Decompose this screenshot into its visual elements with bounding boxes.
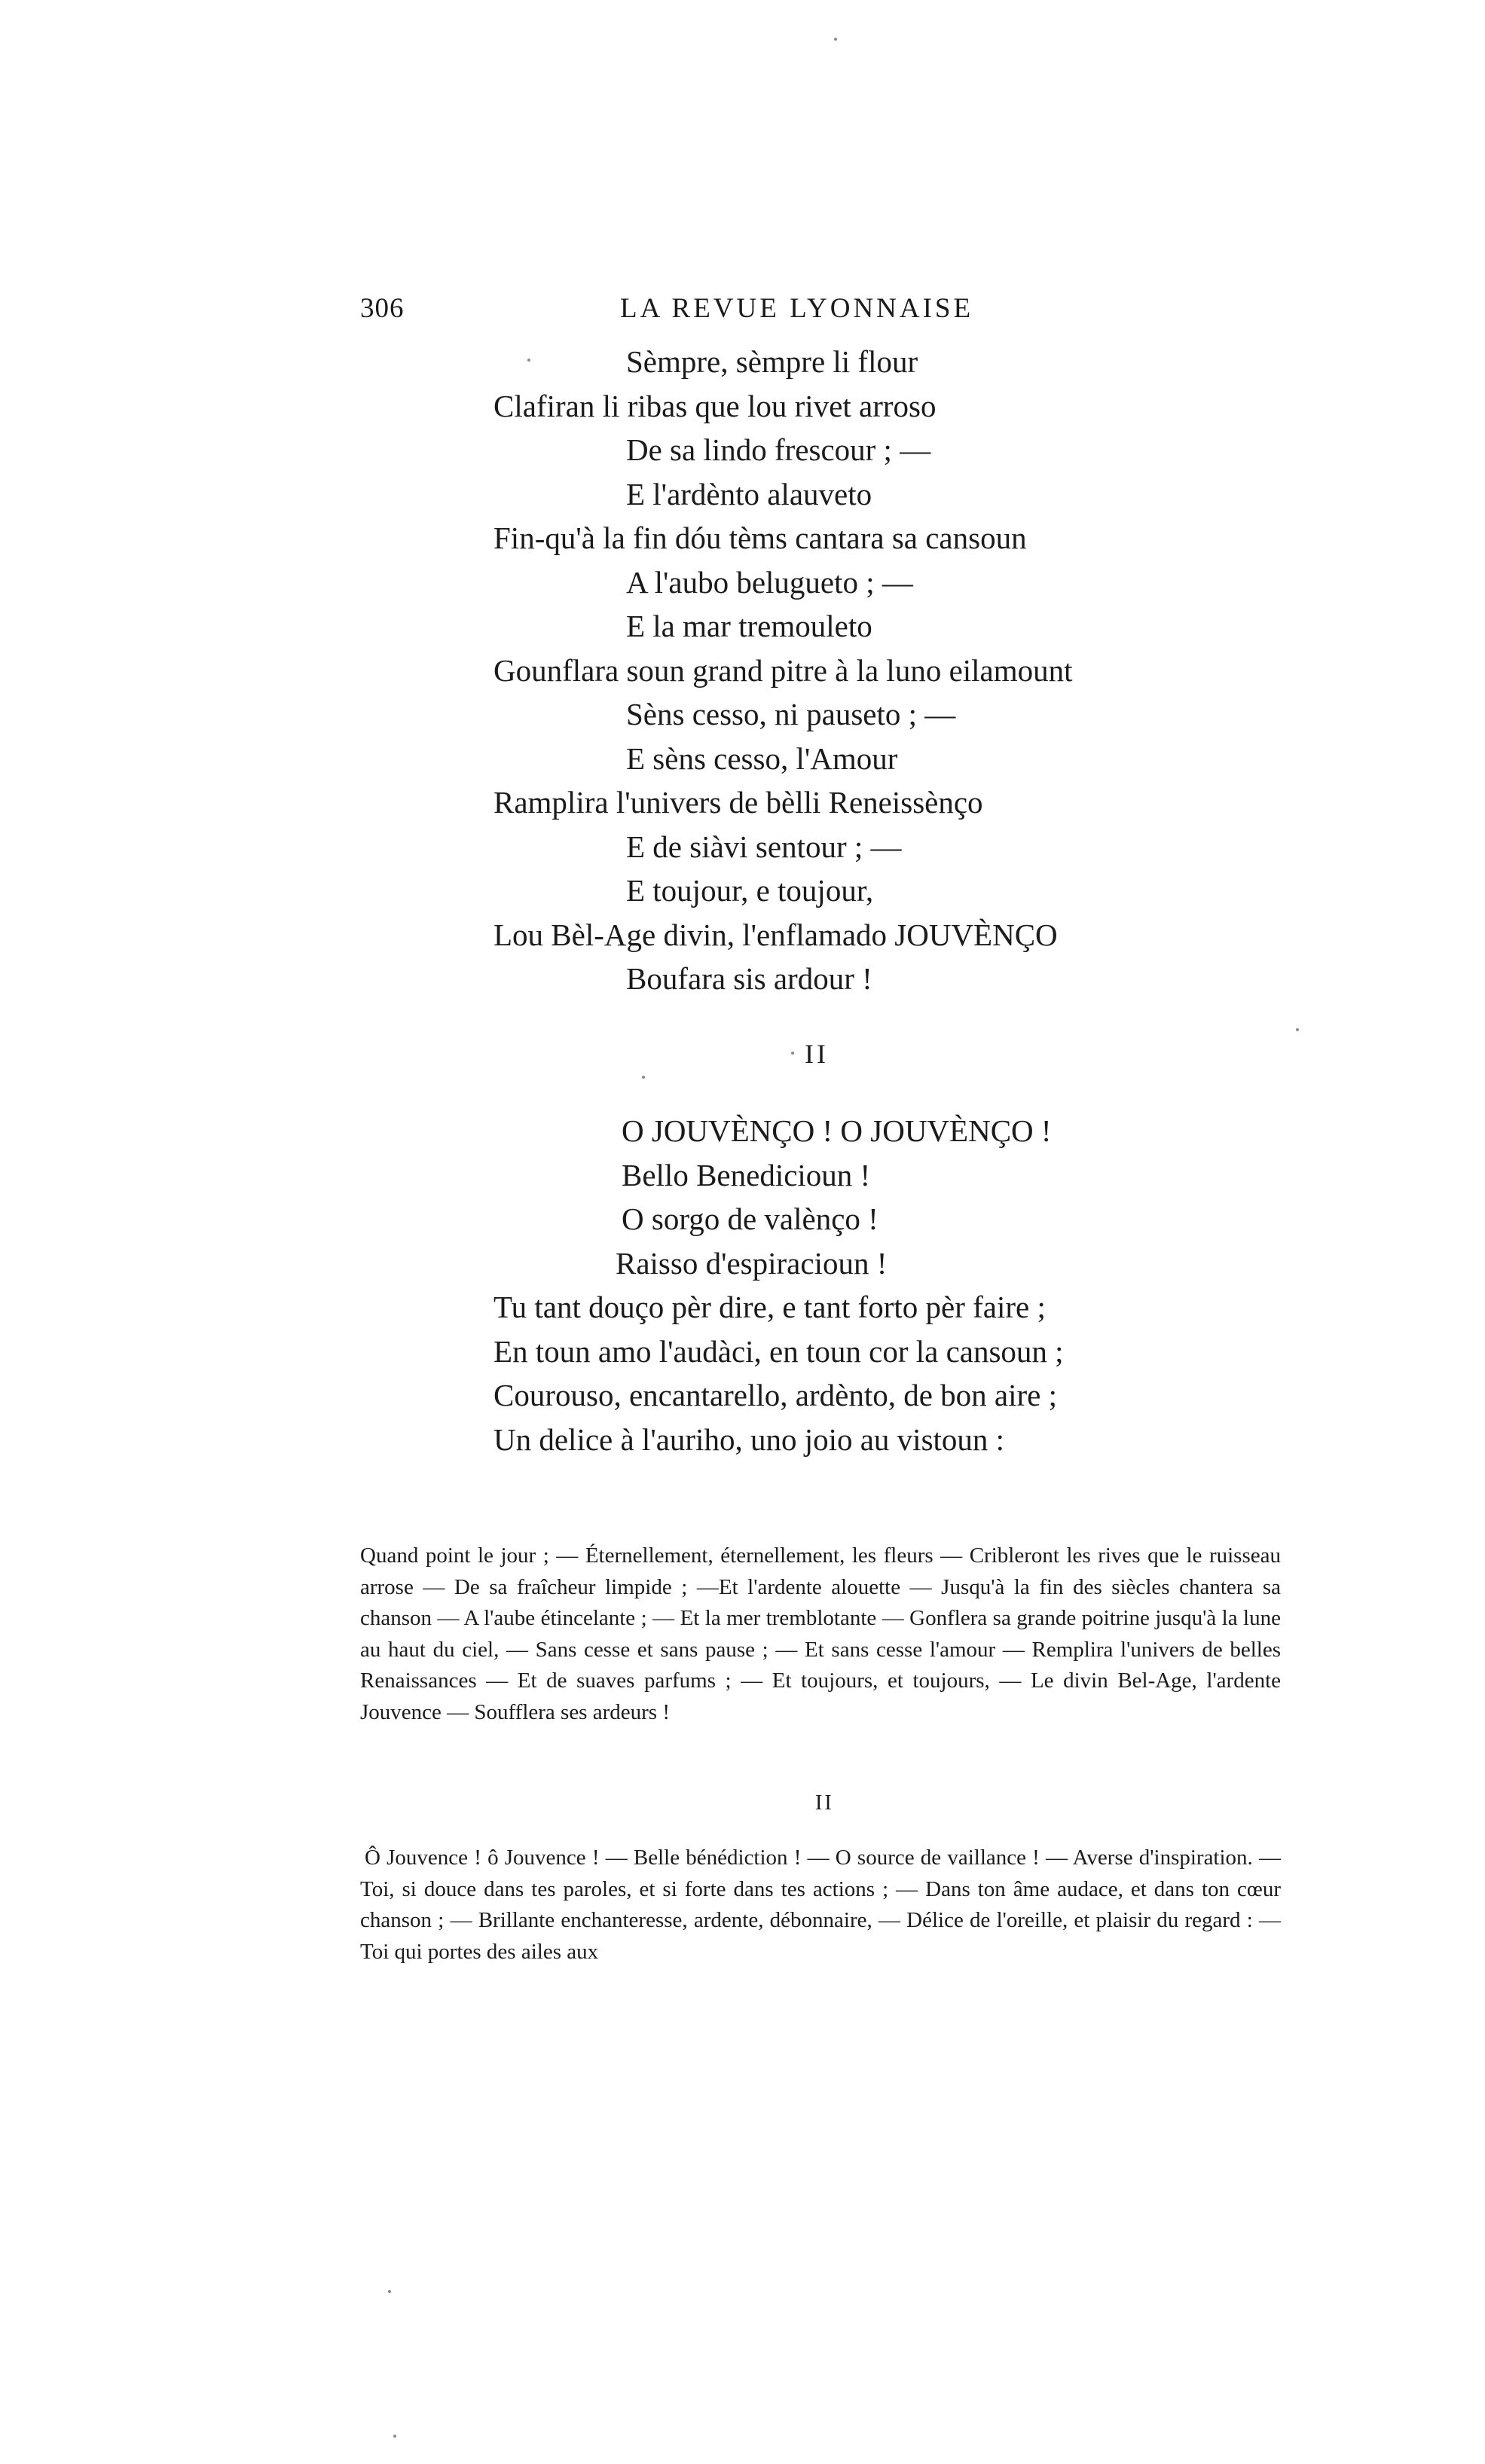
poem-line: Gounflara soun grand pitre à la luno eilamount [493, 652, 1073, 688]
page-number: 306 [360, 293, 405, 324]
paper-speck [1296, 1028, 1299, 1031]
poem-line: Lou Bèl-Age divin, l'enflamado JOUVÈNÇO [493, 917, 1058, 952]
translation-section-numeral: II [815, 1791, 834, 1815]
poem-line: E sèns cesso, l'Amour [626, 740, 898, 776]
poem-line: Ramplira l'univers de bèlli Reneissènço [493, 785, 983, 820]
poem-line: Clafiran li ribas que lou rivet arroso [493, 388, 937, 423]
poem-line: De sa lindo frescour ; — [626, 432, 931, 467]
poem-line: Un delice à l'auriho, uno joio au vistoun : [493, 1421, 1005, 1457]
paper-speck [393, 2435, 396, 2438]
poem-line: Fin-qu'à la fin dóu tèms cantara sa cansoun [493, 521, 1027, 555]
poem-line: Bello Benedicioun ! [622, 1157, 871, 1192]
poem-line: E l'ardènto alauveto [626, 476, 872, 511]
poem-line: Courouso, encantarello, ardènto, de bon aire ; [493, 1378, 1057, 1412]
paper-speck [642, 1076, 645, 1079]
poem-line: Sèmpre, sèmpre li flour [626, 344, 918, 379]
translation-paragraph-2: Ô Jouvence ! ô Jouvence ! — Belle bénédiction ! — O source de vaillance ! — Averse d'inspiration. — Toi, si douce dans tes paroles, et si forte dans tes actions ; — Dans ton âme audace, et dans ton cœur chanson ; — Brillante enchanteresse, ardente, débonnaire, — Délice de l'oreille, et plaisir du regard : — Toi qui portes des ailes aux [360, 1846, 1281, 1964]
paper-speck [527, 359, 530, 362]
running-title: LA REVUE LYONNAISE [620, 293, 974, 324]
paper-speck [388, 2290, 391, 2293]
poem-line: Raisso d'espiracioun ! [616, 1245, 888, 1281]
poem-line: Boufara sis ardour ! [626, 961, 872, 996]
poem-line: Tu tant douço pèr dire, e tant forto pèr faire ; [493, 1290, 1046, 1324]
poem-stanza-2 [493, 1109, 1247, 1461]
poem-line: E toujour, e toujour, [626, 873, 874, 908]
poem-stanza-1 [493, 340, 1247, 1001]
translation-paragraph-1: Quand point le jour ; — Éternellement, éternellement, les fleurs — Cribleront les rives que le ruisseau arrose — De sa fraîcheur limpide ; —Et l'ardente alouette — Jusqu'à la fin des siècles chantera sa chanson — A l'aube étincelante ; — Et la mer tremblotante — Gonflera sa grande poitrine jusqu'à la lune au haut du ciel, — Sans cesse et sans pause ; — Et sans cesse l'amour — Remplira l'univers de belles Renaissances — Et de suaves parfums ; — Et toujours, et toujours, — Le divin Bel-Age, l'ardente Jouvence — Soufflera ses ardeurs ! [360, 1543, 1281, 1724]
poem-line: O sorgo de valènço ! [622, 1201, 878, 1236]
paper-speck [791, 1052, 794, 1055]
poem-line: En toun amo l'audàci, en toun cor la cansoun ; [493, 1333, 1064, 1369]
poem-line: E la mar tremouleto [626, 609, 872, 643]
poem-line: A l'aubo belugueto ; — [626, 564, 913, 600]
poem-line: O JOUVÈNÇO ! O JOUVÈNÇO ! [622, 1113, 1052, 1148]
page-header [360, 292, 1151, 330]
poem-line: Sèns cesso, ni pauseto ; — [626, 697, 956, 731]
section-numeral: II [805, 1039, 829, 1069]
poem-line: E de siàvi sentour ; — [626, 829, 902, 864]
paper-speck [834, 38, 837, 41]
